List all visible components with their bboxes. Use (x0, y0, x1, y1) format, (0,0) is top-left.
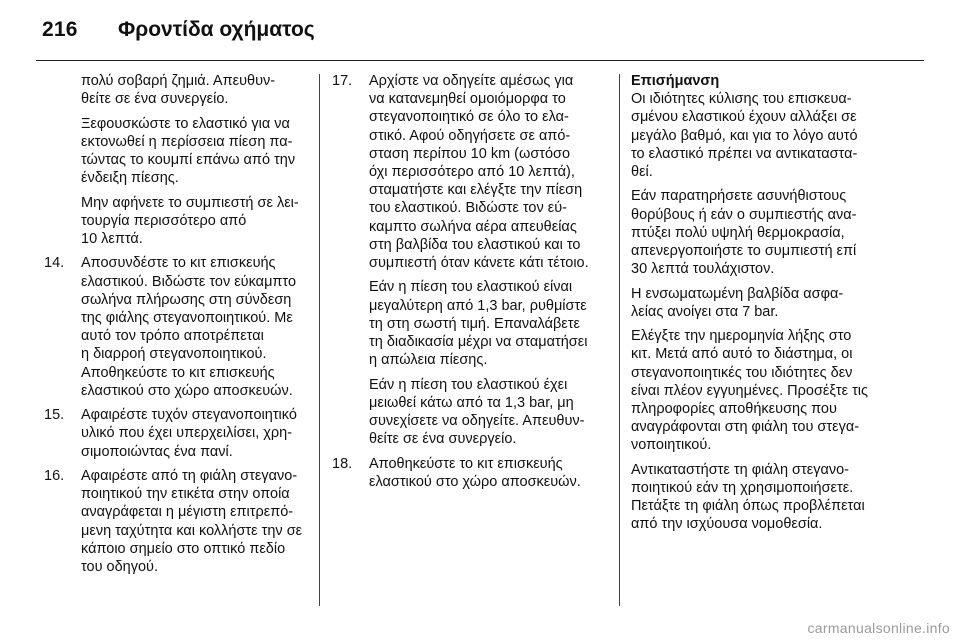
list-item (44, 467, 313, 576)
list-item (332, 72, 614, 448)
list-item (332, 455, 614, 491)
text-line: του ελαστικού. Βιδώστε τον εύ- (369, 200, 567, 217)
text-line: θείτε σε ένα συνεργείο. (81, 91, 229, 108)
text-line: μεγάλο βαθμό, και για το λόγο αυτό (631, 127, 858, 144)
text-line: ποιητικού εάν τη χρησιμοποιήσετε. (631, 480, 854, 497)
text-line: Οι ιδιότητες κύλισης του επισκευα- (631, 91, 852, 108)
paragraph (631, 285, 921, 321)
list-item-number: 15. (44, 407, 65, 424)
text-line: τη στη σωστή τιμή. Επαναλάβετε (369, 315, 580, 332)
column-3 (631, 72, 921, 540)
text-line: Εάν παρατηρήσετε ασυνήθιστους (631, 188, 847, 205)
text-line: η διαρροή στεγανοποιητικού. (81, 346, 267, 363)
paragraph (81, 72, 313, 108)
text-line: σταση περίπου 10 km (ωστόσο (369, 145, 571, 162)
paragraph (369, 455, 614, 491)
watermark: carmanualsonline.info (807, 620, 950, 636)
text-line: 10 λεπτά. (81, 231, 143, 247)
text-line: καμπτο σωλήνα αέρα απευθείας (369, 218, 577, 235)
text-line: τη διαδικασία μέχρι να σταματήσει (369, 334, 588, 351)
column-1 (44, 72, 313, 582)
text-line: ελαστικού στο χώρο αποσκευών. (81, 382, 293, 399)
text-line: Εάν η πίεση του ελαστικού έχει (369, 376, 568, 393)
paragraph (81, 194, 313, 249)
text-line: το ελαστικό πρέπει να αντικαταστα- (631, 145, 858, 162)
text-line: στικό. Αφού οδηγήσετε σε από- (369, 127, 571, 144)
text-line: συνεχίσετε να οδηγείτε. Απευθυν- (369, 413, 585, 430)
paragraph (369, 278, 614, 369)
text-line: Ελέγξτε την ημερομηνία λήξης στο (631, 328, 852, 345)
paragraph (631, 327, 921, 454)
list-item (44, 406, 313, 461)
text-line: να κατανεμηθεί ομοιόμορφα το (369, 91, 566, 108)
text-line: Μην αφήνετε το συμπιεστή σε λει- (81, 194, 299, 211)
text-line: όχι περισσότερο από 10 λεπτά), (369, 164, 575, 181)
text-line: τουργία περισσότερο από (81, 212, 247, 229)
page-number: 216 (42, 18, 78, 41)
list-item-number: 16. (44, 468, 65, 484)
text-line: πολύ σοβαρή ζημιά. Απευθυν- (81, 73, 276, 89)
text-line: απενεργοποιήστε το συμπιεστή επί (631, 243, 857, 260)
paragraph (631, 461, 921, 534)
text-line: Αποσυνδέστε το κιτ επισκευής (81, 255, 276, 272)
page-title: Φροντίδα οχήματος (118, 18, 315, 41)
text-line: Αποθηκεύστε το κιτ επισκευής (81, 364, 275, 381)
text-line: της φιάλης στεγανοποιητικού. Με (81, 310, 293, 326)
text-line: μειωθεί κάτω από τα 1,3 bar, μη (369, 394, 574, 411)
text-line: τώντας το κουμπί επάνω από την (81, 152, 296, 168)
text-line: κιτ. Μετά από αυτό το διάστημα, οι (631, 346, 853, 363)
text-line: ελαστικού. Βιδώστε τον εύκαμπτο (81, 273, 297, 290)
paragraph (81, 115, 313, 188)
list-item-number: 18. (332, 455, 353, 472)
paragraph (631, 90, 921, 181)
text-line: υλικό που έχει υπερχειλίσει, χρη- (81, 425, 293, 442)
text-line: είναι πλέον εγγυημένες. Προσέξτε τις (631, 382, 869, 399)
note-heading: Επισήμανση (631, 73, 720, 89)
text-line: σιμοποιώντας ένα πανί. (81, 443, 233, 460)
text-line: μεγαλύτερη από 1,3 bar, ρυθμίστε (369, 297, 587, 314)
text-line: μενη ταχύτητα και κολλήστε την σε (81, 522, 303, 539)
text-line: Αποθηκεύστε το κιτ επισκευής (369, 455, 563, 472)
text-line: Αρχίστε να οδηγείτε αμέσως για (369, 73, 574, 89)
text-line: πληροφορίες αποθήκευσης που (631, 401, 837, 418)
text-line: στη βαλβίδα του ελαστικού και το (369, 236, 581, 253)
text-line: συμπιεστή όταν κάνετε κάτι τέτοιο. (369, 255, 589, 272)
text-line: Εάν η πίεση του ελαστικού είναι (369, 279, 573, 296)
text-line: στεγανοποιητικές του ιδιότητες δεν (631, 364, 853, 381)
text-line: πτύξει πολύ υψηλή θερμοκρασία, (631, 224, 845, 241)
text-line: Αντικαταστήστε τη φιάλη στεγανο- (631, 461, 849, 478)
text-line: ποιητικού την ετικέτα στην οποία (81, 486, 290, 503)
text-line: αναγράφονται στη φιάλη του στεγα- (631, 419, 860, 436)
text-line: η απώλεια πίεσης. (369, 352, 488, 369)
paragraph (631, 187, 921, 278)
text-line: Αφαιρέστε από τη φιάλη στεγανο- (81, 468, 298, 484)
text-line: 30 λεπτά τουλάχιστον. (631, 261, 775, 278)
column-divider-2 (619, 74, 620, 606)
text-line: Πετάξτε τη φιάλη όπως προβλέπεται (631, 498, 865, 515)
list-item-number: 17. (332, 73, 353, 89)
text-line: αναγράφεται η μέγιστη επιτρεπό- (81, 504, 294, 521)
column-divider-1 (319, 74, 320, 606)
text-line: σμένου ελαστικού έχουν αλλάξει σε (631, 109, 857, 126)
text-line: αυτό τον τρόπο αποτρέπεται (81, 328, 264, 345)
text-line: σωλήνα πλήρωσης στη σύνδεση (81, 291, 292, 308)
text-line: Ξεφουσκώστε το ελαστικό για να (81, 115, 290, 132)
list-item (44, 254, 313, 400)
text-line: από την ισχύουσα νομοθεσία. (631, 516, 823, 533)
text-line: θορύβους ή εάν ο συμπιεστής ανα- (631, 206, 857, 223)
text-line: ελαστικού στο χώρο αποσκευών. (369, 473, 581, 490)
header-rule (36, 60, 924, 61)
text-line: ένδειξη πίεσης. (81, 170, 179, 187)
text-line: Η ενσωματωμένη βαλβίδα ασφα- (631, 285, 844, 302)
column-2 (332, 72, 614, 497)
paragraph (369, 376, 614, 449)
list-item-number: 14. (44, 255, 65, 272)
text-line: θεί. (631, 164, 653, 181)
text-line: σταματήστε και ελέγξτε την πίεση (369, 182, 583, 199)
text-line: εκτονωθεί η περίσσεια πίεση πα- (81, 133, 293, 150)
text-line: Αφαιρέστε τυχόν στεγανοποιητικό (81, 407, 297, 424)
text-line: θείτε σε ένα συνεργείο. (369, 431, 517, 448)
text-line: λείας ανοίγει στα 7 bar. (631, 303, 779, 320)
text-line: κάποιο σημείο στο οπτικό πεδίο (81, 540, 286, 557)
text-line: νοποιητικού. (631, 437, 712, 454)
text-line: του οδηγού. (81, 559, 159, 576)
paragraph (369, 72, 614, 272)
text-line: στεγανοποιητικό σε όλο το ελα- (369, 109, 569, 126)
